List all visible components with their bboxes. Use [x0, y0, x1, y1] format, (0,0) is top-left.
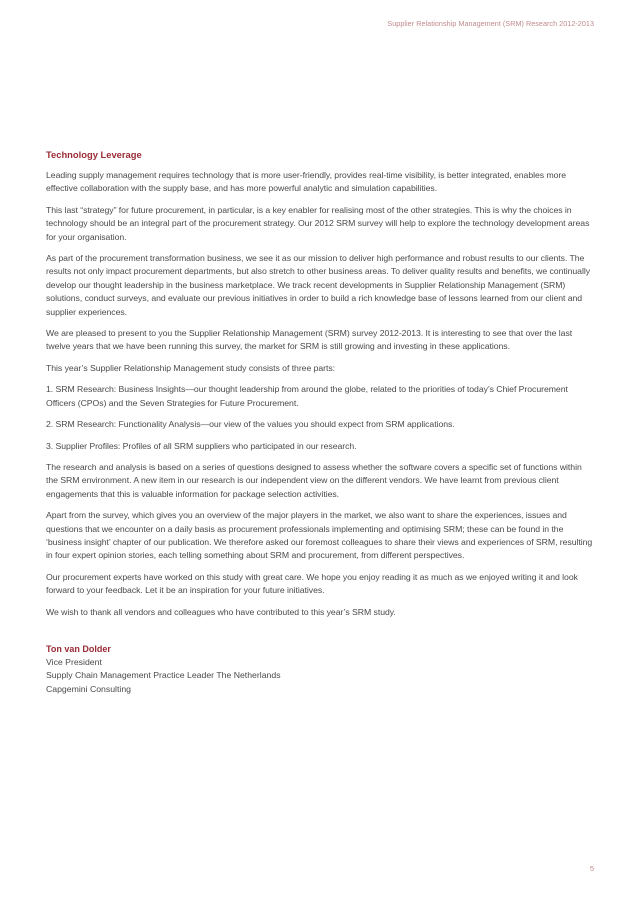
signatory-name: Ton van Dolder: [46, 643, 111, 654]
paragraph-part-3: 3. Supplier Profiles: Profiles of all SRM suppliers who participated in our research.: [46, 440, 357, 451]
paragraph-intro: Leading supply management requires technology that is more user-friendly, provides real-time visibility, is better integrated, enables more effective collaboration with the supply base, and has more powerful analytic and simulation capabilities.: [46, 170, 567, 194]
main-content: [46, 148, 596, 696]
signature-block: [46, 643, 596, 696]
paragraph-part-1: 1. SRM Research: Business Insights—our thought leadership from around the globe, related to the priorities of today’s Chief Procurement Officers (CPOs) and the Seven Strategies for Future Procurement.: [46, 384, 568, 408]
signatory-title: Vice President: [46, 656, 102, 667]
paragraph-thanks: We wish to thank all vendors and colleagues who have contributed to this year’s SRM study.: [46, 606, 396, 617]
signatory-company: Capgemini Consulting: [46, 683, 131, 694]
paragraph-parts-intro: This year’s Supplier Relationship Management study consists of three parts:: [46, 362, 336, 373]
signatory-role: Supply Chain Management Practice Leader The Netherlands: [46, 670, 281, 681]
paragraph-mission: As part of the procurement transformation business, we see it as our mission to deliver high performance and robust results to our clients. The results not only impact procurement departments, but also stretch to other business areas. To deliver quality results and benefits, we continually develop our thought leadership in the business marketplace. We track recent developments in Supplier Relationship Management (SRM) solutions, conduct surveys, and evaluate our previous initiatives in order to build a rich knowledge base of lessons learned from our client and supplier experiences.: [46, 253, 591, 317]
running-header: Supplier Relationship Management (SRM) Research 2012-2013: [387, 19, 594, 28]
section-heading: Technology Leverage: [46, 149, 142, 160]
paragraph-survey: We are pleased to present to you the Supplier Relationship Management (SRM) survey 2012-2013. It is interesting to see that over the last twelve years that we have been running this survey, the market for SRM is still growing and investing in these applications.: [46, 328, 573, 352]
paragraph-part-2: 2. SRM Research: Functionality Analysis—our view of the values you should expect from SRM applications.: [46, 419, 455, 430]
paragraph-care: Our procurement experts have worked on this study with great care. We hope you enjoy reading it as much as we enjoyed writing it and look forward to your feedback. Let it be an inspiration for your future initiatives.: [46, 571, 578, 596]
paragraph-strategy: This last “strategy” for future procurement, in particular, is a key enabler for realising most of the other strategies. This is why the choices in technology should be an integral part of the procurement strategy. Our 2012 SRM survey will help to explore the technology development areas for your organisation.: [46, 204, 590, 242]
paragraph-research: The research and analysis is based on a series of questions designed to assess whether the software covers a specific set of functions within the SRM environment. A new item in our research is our independent view on the different vendors. We have learnt from previous client engagements that this is valuable information for package selection activities.: [46, 461, 582, 499]
page-number: 5: [589, 864, 594, 873]
paragraph-experiences: Apart from the survey, which gives you an overview of the major players in the market, we also want to share the experiences, issues and questions that we encounter on a daily basis as procurement professionals implementing and optimising SRM; these can be found in the ‘business insight’ chapter of our publication. We therefore asked our foremost colleagues to share their views and experiences of SRM, resulting in four expert opinion stories, each telling something about SRM and procurement, from different perspectives.: [46, 510, 593, 561]
